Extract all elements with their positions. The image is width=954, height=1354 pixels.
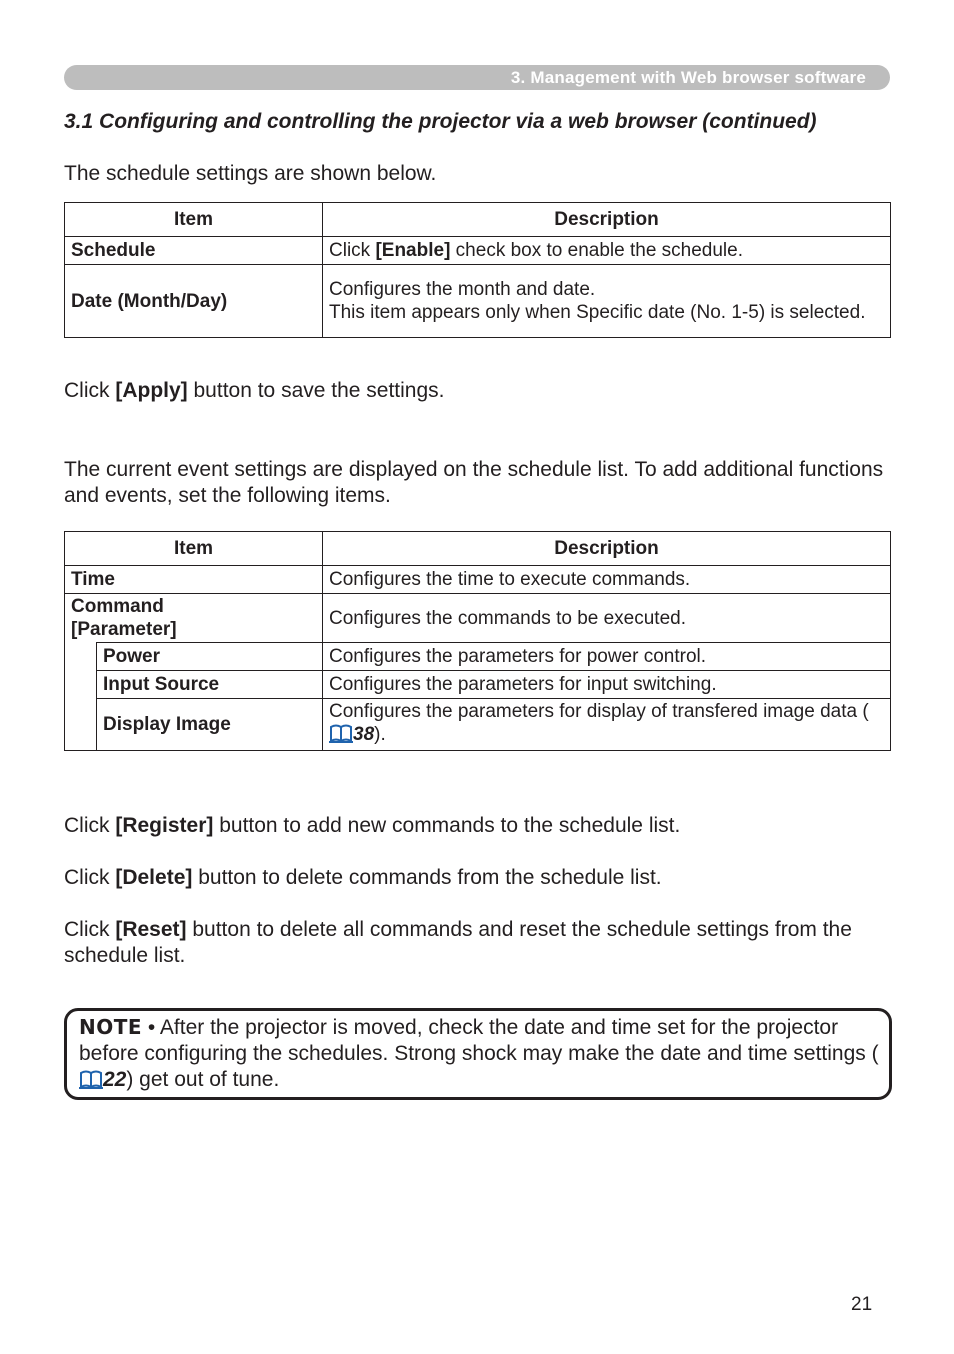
description-cell: Configures the parameters for power control. xyxy=(323,643,891,671)
description-cell: Click [Enable] check box to enable the schedule. xyxy=(323,237,891,265)
indent-cell xyxy=(65,643,97,671)
delete-instruction: Click [Delete] button to delete commands from the schedule list. xyxy=(64,866,662,889)
description-cell: Configures the parameters for display of transfered image data (38). xyxy=(323,699,891,751)
column-header-item: Item xyxy=(65,532,323,566)
description-cell: Configures the parameters for input switching. xyxy=(323,671,891,699)
note-label: NOTE xyxy=(79,1015,143,1039)
description-cell: Configures the commands to be executed. xyxy=(323,594,891,643)
apply-instruction: Click [Apply] button to save the settings. xyxy=(64,379,445,402)
header-bar xyxy=(64,65,890,90)
table-row xyxy=(65,566,891,594)
reset-instruction: Click [Reset] button to delete all commands and reset the schedule settings from the schedule list. xyxy=(64,918,852,967)
schedule-settings-table xyxy=(64,202,891,338)
table-row xyxy=(65,671,891,699)
item-cell: Schedule xyxy=(65,237,323,265)
book-icon xyxy=(79,1070,103,1096)
table-row xyxy=(65,237,891,265)
note-text: NOTE • After the projector is moved, check the date and time set for the projector before configuring the schedules. Strong shock may make the date and time settings (22) get out of tune. xyxy=(79,1014,879,1096)
item-cell-power: Power xyxy=(97,643,323,671)
page-ref-link[interactable]: 22 xyxy=(103,1068,127,1091)
book-icon xyxy=(329,724,353,749)
column-header-description: Description xyxy=(323,532,891,566)
events-intro-text: The current event settings are displayed on the schedule list. To add additional functions and events, set the following items. xyxy=(64,458,884,507)
item-cell-time: Time xyxy=(65,566,323,594)
table-row xyxy=(65,594,891,643)
description-cell: Configures the time to execute commands. xyxy=(323,566,891,594)
indent-cell xyxy=(65,671,97,699)
delete-button-ref: [Delete] xyxy=(115,866,193,889)
column-header-description: Description xyxy=(323,203,891,237)
item-cell: Date (Month/Day) xyxy=(65,265,323,338)
register-instruction: Click [Register] button to add new commands to the schedule list. xyxy=(64,814,681,837)
indent-cell xyxy=(65,699,97,751)
page-ref-link[interactable]: 38 xyxy=(353,724,375,745)
reset-button-ref: [Reset] xyxy=(115,918,187,941)
note-box xyxy=(64,1008,892,1100)
table-row xyxy=(65,643,891,671)
item-cell-command: Command [Parameter] xyxy=(65,594,323,643)
table-header-row xyxy=(65,532,891,566)
header-section-label: 3. Management with Web browser software xyxy=(510,68,866,87)
event-settings-table xyxy=(64,531,891,751)
item-cell-display-image: Display Image xyxy=(97,699,323,751)
section-title: 3.1 Configuring and controlling the projector via a web browser (continued) xyxy=(64,110,817,133)
intro-text: The schedule settings are shown below. xyxy=(64,162,437,185)
description-cell: Configures the month and date. This item appears only when Specific date (No. 1-5) is selected. xyxy=(323,265,891,338)
table-row xyxy=(65,265,891,338)
table-row xyxy=(65,699,891,751)
apply-button-ref: [Apply] xyxy=(115,379,188,402)
table-header-row xyxy=(65,203,891,237)
column-header-item: Item xyxy=(65,203,323,237)
page-number: 21 xyxy=(851,1294,873,1315)
register-button-ref: [Register] xyxy=(115,814,214,837)
item-cell-input-source: Input Source xyxy=(97,671,323,699)
